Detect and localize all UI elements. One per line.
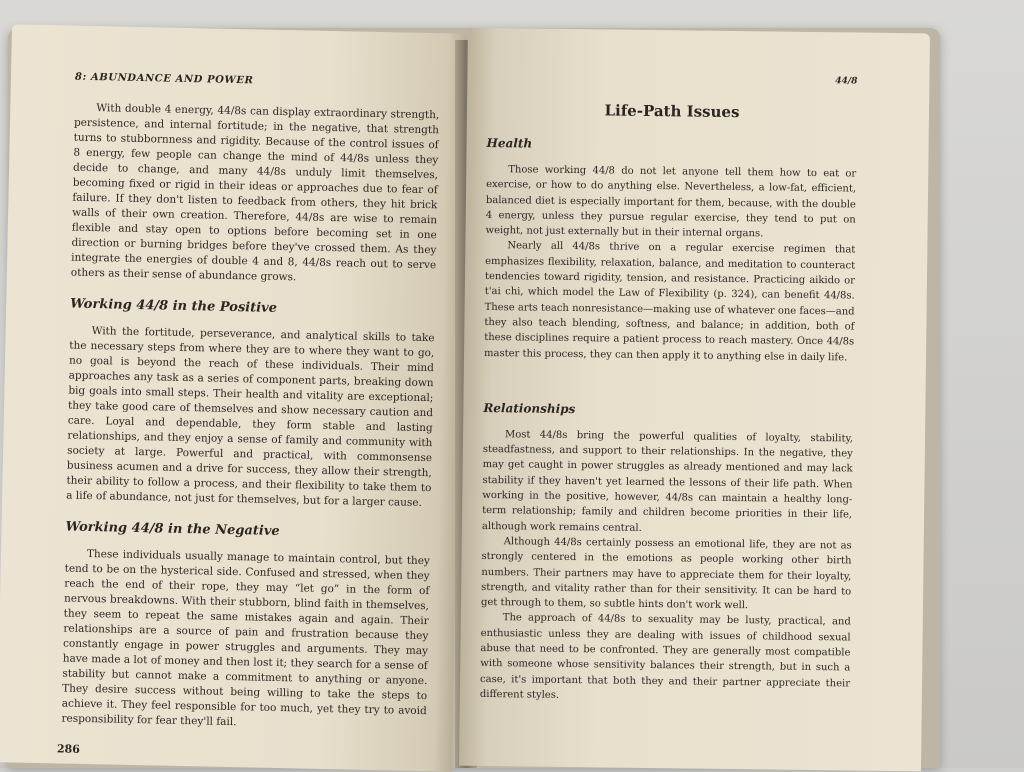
health-paragraph-1: Those working 44/8 do not let anyone tell them how to eat or exercise, or how to do anything else. Nevertheless, a low-fat, efficient, balanced diet is especially important for them, because, with the double 4 energy, unless they pursue regular exercise, they tend to put on weight, not just externally but in their internal organs. [485,164,857,240]
right-page [459,28,930,772]
positive-heading: Working 44/8 in the Positive [70,296,278,316]
page-number: 286 [56,742,80,756]
intro-paragraph: With double 4 energy, 44/8s can display extraordinary strength, persistence, and internal fortitude; in the negative, that strength turns to stubbornness and rigidity. Because of the control issues of 8 energy, few people can change the mind of 44/8s unless they decide to change, and many 44/8s unduly limit themselves, becoming fixed or rigid in their ideas or approaches due to fear of failure. If they don't listen to feedback from others, they hit brick walls of their own creation. Therefore, 44/8s are wise to remain flexible and stay open to options before becoming set in one direction or burning bridges before they've crossed them. As they integrate the energies of double 4 and 8, 44/8s reach out to serve others as their sense of abundance grows. [70,102,440,284]
health-heading: Health [486,135,533,151]
relationships-paragraph-3: The approach of 44/8s to sexuality may be lusty, practical, and enthusiastic unless they are dealing with issues of childhood sexual abuse that need to be confronted. They are generally most compatible with someone whose sensitivity balances their strength, but in such a case, it's important that both they and their partner appreciate their different styles. [479,612,851,701]
negative-heading: Working 44/8 in the Negative [65,519,280,539]
positive-paragraph: With the fortitude, perseverance, and analytical skills to take the necessary steps from where they are to where they want to go, no goal is beyond the reach of these individuals. Their mind approaches any task as a series of component parts, breaking down big goals into small steps. Their health and vitality are exceptional; they take good care of themselves and show necessary caution and care. Loyal and dependable, they form stable and lasting relationships, and they enjoy a sense of family and community with society at large. Powerful and practical, with commonsense business acumen and a drive for success, they allow their strength, their ability to follow a process, and their flexibility to take them to a life of abundance, not just for themselves, but for a larger cause. [66,325,435,509]
relationships-paragraph-1: Most 44/8s bring the powerful qualities of loyalty, stability, steadfastness, and support to their relationships. In the negative, they may get caught in power struggles as already mentioned and may lack stability if they haven't yet learned the lessons of their life path. When working in the positive, however, 44/8s can maintain a healthy long-term relationship; family and children become priorities in their life, although work remains central. [481,429,854,534]
section-title: Life-Path Issues [604,101,740,122]
left-running-head: 8: ABUNDANCE AND POWER [74,71,254,87]
relationships-paragraph-2: Although 44/8s certainly possess an emotional life, they are not as strongly centered in the emotions as people working other birth numbers. Their partners may have to appreciate them for their loyalty, strength, and vitality rather than for their sensitivity. It can be hard to get through to them, so subtle hints don't work well. [480,536,852,612]
left-page [0,24,467,771]
negative-paragraph: These individuals usually manage to maintain control, but they tend to be on the hysterical side. Confused and stressed, when they reach the end of their rope, they may “let go” in the form of nervous breakdowns. With their stubborn, blind faith in themselves, they seem to repeat the same mistakes again and again. Their relationships are a source of pain and frustration because they constantly engage in power struggles and arguments. They may have made a lot of money and then lost it; they search for a sense of stability but cannot make a commitment to anything or anyone. They desire success without being willing to take the steps to achieve it. They feel responsible for too much, yet they try to avoid responsibility for fear they'll fail. [61,547,431,729]
health-paragraph-2: Nearly all 44/8s thrive on a regular exercise regimen that emphasizes flexibility, relaxation, balance, and meditation to counteract tendencies toward rigidity, tension, and resistance. Practicing aikido or t'ai chi, which model the Law of Flexibility (p. 324), can benefit 44/8s. These arts teach nonresistance—making use of whatever one faces—and they also teach blending, softness, and balance; in addition, both of these disciplines require a patient process to reach mastery. Once 44/8s master this process, they can then apply it to anything else in daily life. [483,240,856,363]
relationships-heading: Relationships [483,400,576,416]
right-running-head: 44/8 [835,76,858,87]
